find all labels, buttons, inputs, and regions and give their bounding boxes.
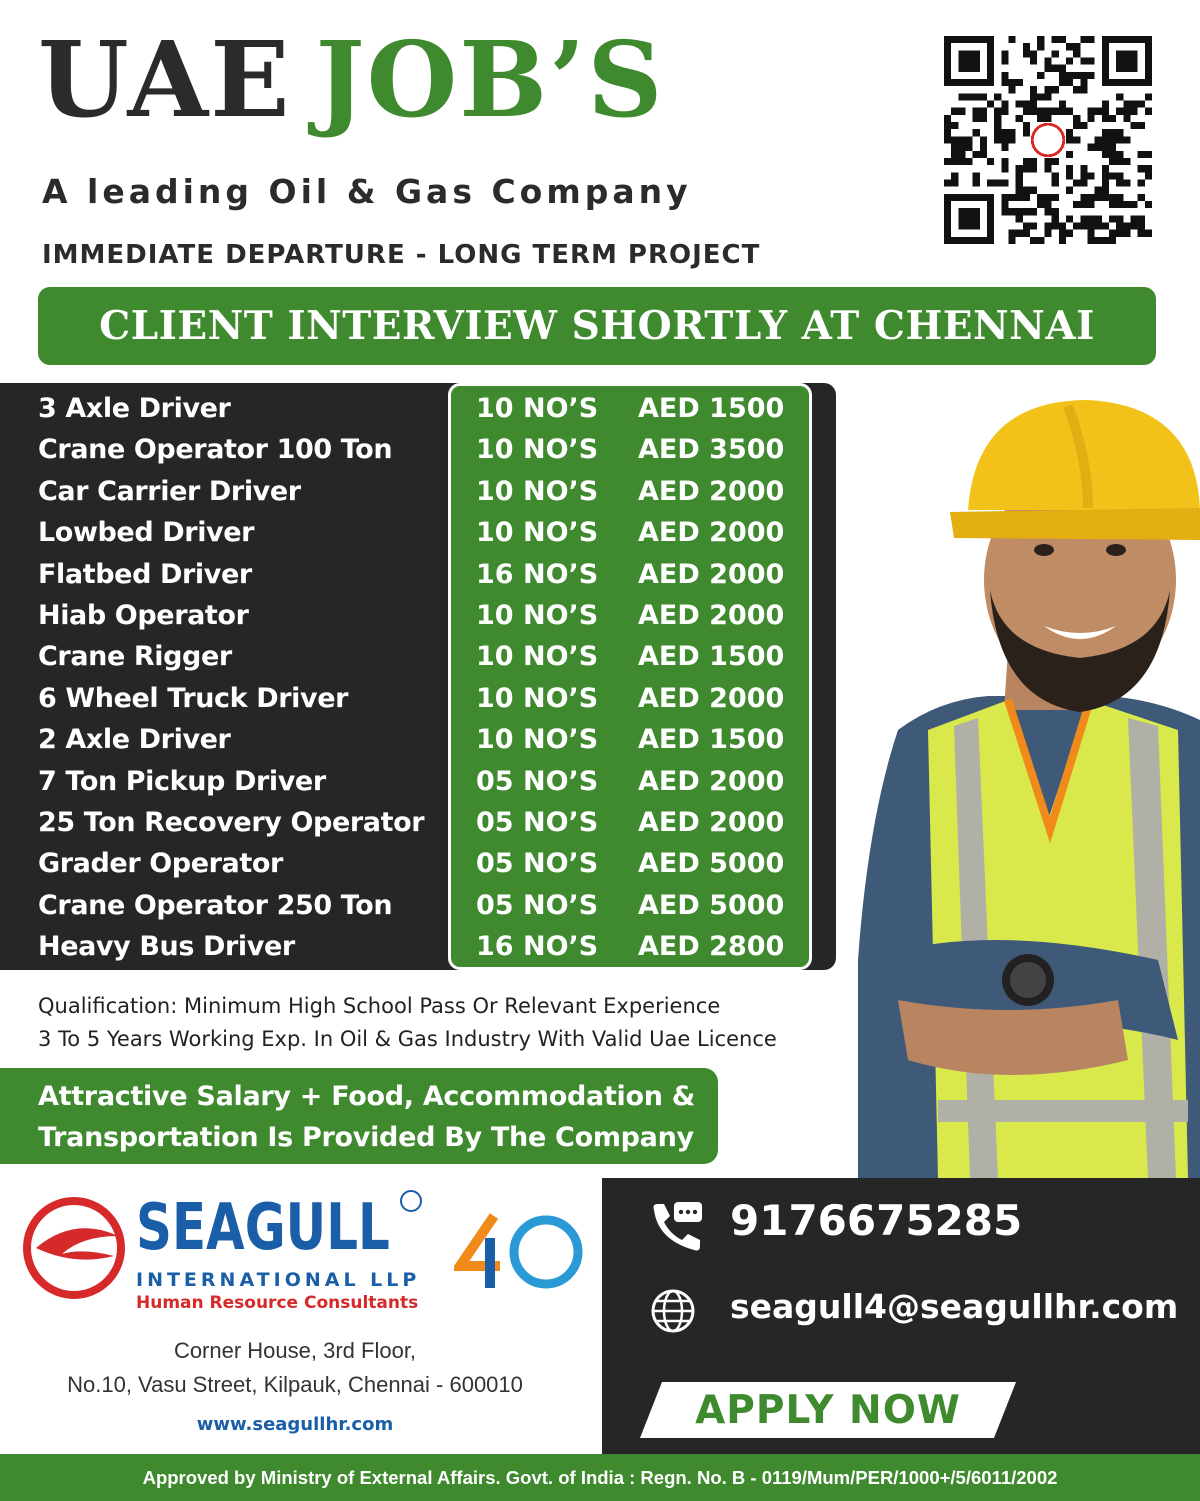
job-count: 10 NO’S (476, 475, 599, 507)
apply-now-label: APPLY NOW (695, 1387, 961, 1433)
anniversary-40-icon (454, 1208, 588, 1292)
job-row (0, 514, 812, 555)
job-list (0, 390, 812, 969)
company-tagline: Human Resource Consultants (136, 1293, 419, 1313)
email-address[interactable]: seagull4@seagullhr.com (730, 1287, 1179, 1326)
job-salary: AED 5000 (638, 848, 785, 880)
phone-chat-icon (648, 1200, 704, 1256)
job-row (0, 431, 812, 472)
perks-line-2: Transportation Is Provided By The Company (38, 1122, 694, 1153)
company-subtitle: A leading Oil & Gas Company (42, 172, 692, 211)
job-title: Crane Operator 100 Ton (38, 434, 393, 466)
footer (0, 1454, 1200, 1501)
title-jobs: JOB’S (315, 18, 665, 141)
job-count: 10 NO’S (476, 641, 599, 673)
job-count: 16 NO’S (476, 558, 599, 590)
job-row (0, 680, 812, 721)
job-count: 05 NO’S (476, 848, 599, 880)
job-row (0, 597, 812, 638)
job-count: 05 NO’S (476, 889, 599, 921)
globe-icon (650, 1288, 696, 1334)
job-count: 05 NO’S (476, 765, 599, 797)
qr-code-icon[interactable] (944, 36, 1152, 244)
job-row (0, 721, 812, 762)
page-title (38, 18, 665, 141)
job-salary: AED 5000 (638, 889, 785, 921)
job-salary: AED 2000 (638, 558, 785, 590)
job-row (0, 638, 812, 679)
job-title: 2 Axle Driver (38, 724, 231, 756)
job-title: Hiab Operator (38, 599, 249, 631)
job-salary: AED 2000 (638, 599, 785, 631)
registered-mark-icon (400, 1190, 422, 1212)
job-row (0, 804, 812, 845)
job-salary: AED 1500 (638, 393, 785, 424)
address-line-2: No.10, Vasu Street, Kilpauk, Chennai - 600010 (67, 1372, 523, 1397)
interview-banner (38, 287, 1156, 365)
job-salary: AED 3500 (638, 434, 785, 466)
job-row (0, 390, 812, 431)
job-salary: AED 2000 (638, 475, 785, 507)
job-count: 10 NO’S (476, 434, 599, 466)
job-row (0, 473, 812, 514)
job-title: Heavy Bus Driver (38, 931, 295, 963)
qualification-line-1: Qualification: Minimum High School Pass Or Relevant Experience (38, 994, 721, 1018)
job-title: Grader Operator (38, 848, 283, 880)
job-title: 3 Axle Driver (38, 393, 231, 424)
job-row (0, 845, 812, 886)
company-subname: INTERNATIONAL LLP (136, 1269, 421, 1291)
footer-approval-text: Approved by Ministry of External Affairs. Govt. of India : Regn. No. B - 0119/Mum/PER/1000+/5/6011/2002 (142, 1466, 1058, 1488)
job-count: 10 NO’S (476, 682, 599, 714)
interview-banner-text: CLIENT INTERVIEW SHORTLY AT CHENNAI (99, 303, 1095, 349)
qualification-line-2: 3 To 5 Years Working Exp. In Oil & Gas Industry With Valid Uae Licence (38, 1027, 777, 1051)
seagull-logo-icon (22, 1196, 126, 1300)
job-count: 10 NO’S (476, 393, 599, 424)
job-salary: AED 2800 (638, 931, 785, 963)
departure-note: IMMEDIATE DEPARTURE - LONG TERM PROJECT (42, 240, 761, 270)
apply-now-button[interactable] (640, 1382, 1016, 1438)
job-count: 16 NO’S (476, 931, 599, 963)
job-title: 7 Ton Pickup Driver (38, 765, 326, 797)
qualification (38, 990, 777, 1056)
job-title: Lowbed Driver (38, 517, 255, 549)
job-title: Crane Operator 250 Ton (38, 889, 393, 921)
job-title: Crane Rigger (38, 641, 232, 673)
phone-number[interactable]: 9176675285 (730, 1196, 1023, 1245)
job-count: 10 NO’S (476, 599, 599, 631)
job-salary: AED 2000 (638, 765, 785, 797)
job-title: 6 Wheel Truck Driver (38, 682, 349, 714)
job-salary: AED 2000 (638, 517, 785, 549)
job-title: Car Carrier Driver (38, 475, 301, 507)
company-address (0, 1334, 590, 1402)
job-row (0, 763, 812, 804)
company-name: SEAGULL (136, 1191, 390, 1265)
worker-photo (858, 400, 1200, 1178)
job-count: 05 NO’S (476, 806, 599, 838)
company-website-link[interactable]: www.seagullhr.com (196, 1414, 394, 1435)
job-salary: AED 2000 (638, 682, 785, 714)
job-title: Flatbed Driver (38, 558, 252, 590)
address-line-1: Corner House, 3rd Floor, (173, 1338, 417, 1363)
job-row (0, 928, 812, 969)
perks-line-1: Attractive Salary + Food, Accommodation & (38, 1081, 696, 1112)
job-title: 25 Ton Recovery Operator (38, 806, 425, 838)
job-count: 10 NO’S (476, 724, 599, 756)
perks-box (0, 1068, 718, 1164)
job-row (0, 556, 812, 597)
job-count: 10 NO’S (476, 517, 599, 549)
job-salary: AED 2000 (638, 806, 785, 838)
job-row (0, 887, 812, 928)
title-uae: UAE (38, 18, 292, 141)
job-salary: AED 1500 (638, 641, 785, 673)
job-salary: AED 1500 (638, 724, 785, 756)
